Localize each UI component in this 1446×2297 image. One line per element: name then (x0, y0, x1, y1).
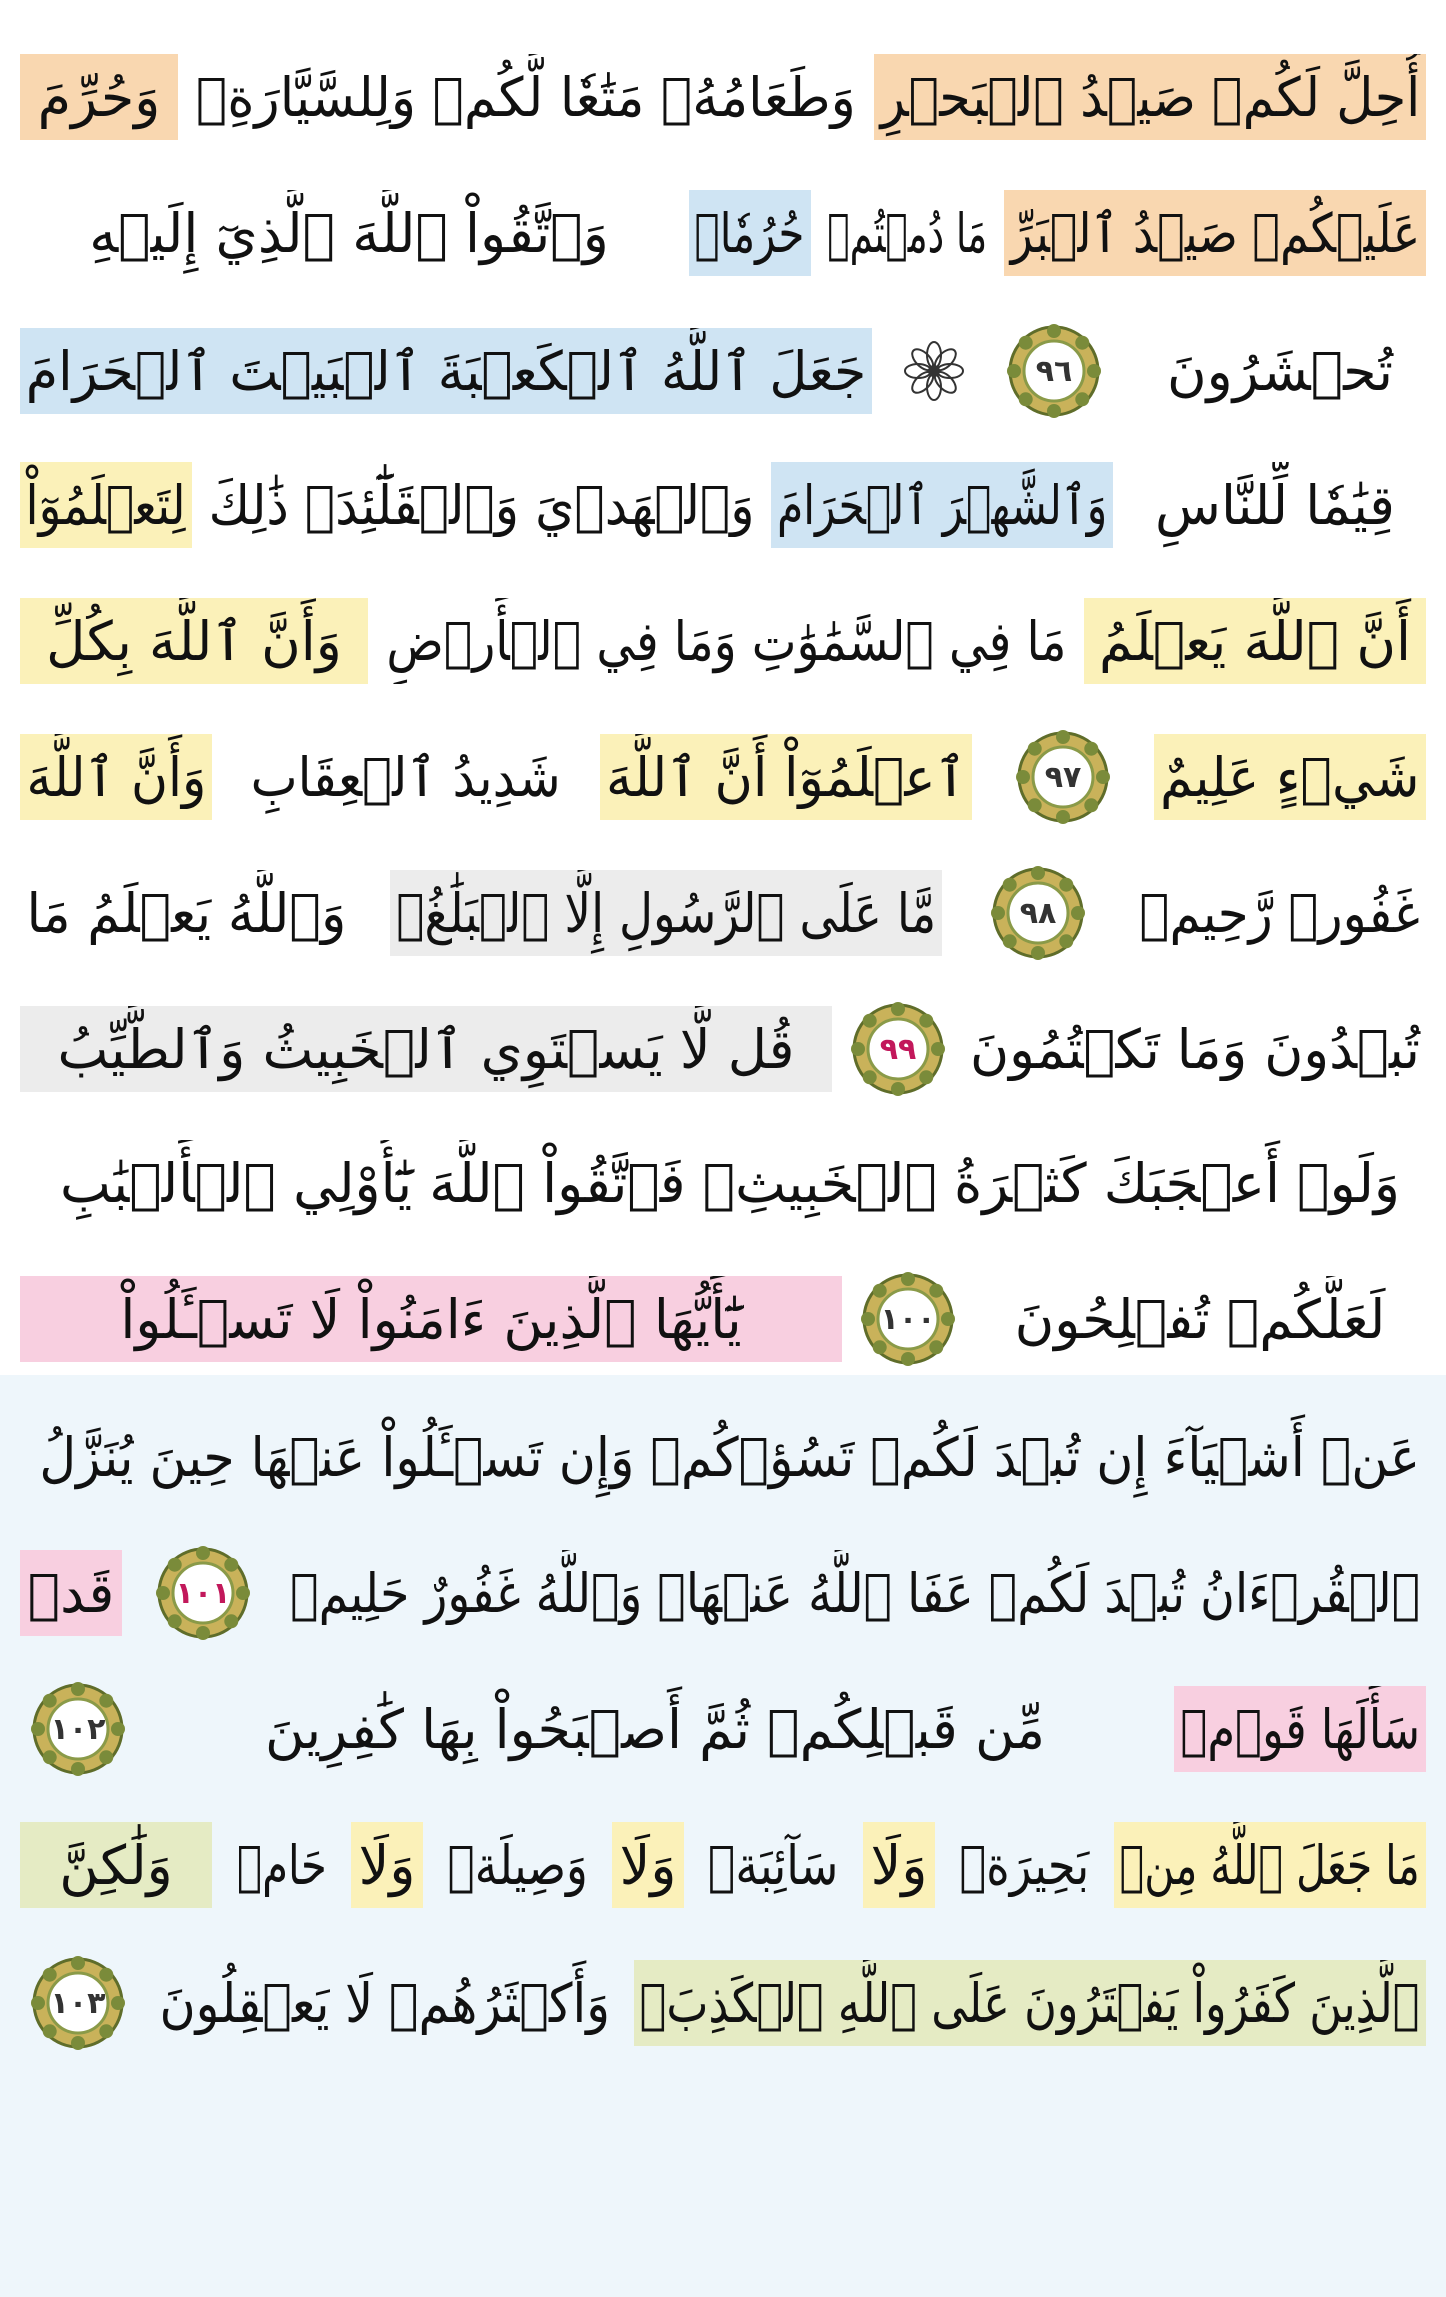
highlighted-verse-text (634, 1960, 1426, 2046)
verse-text-span: وَحُرِّمَ (37, 65, 161, 129)
ayah-number: ٩٨ (1019, 895, 1057, 931)
highlighted-verse-text (1154, 734, 1426, 820)
highlighted-verse-text (20, 598, 368, 684)
verse-text-span: وَطَعَامُهُۥ مَتَٰعٗا لَّكُمۡ وَلِلسَّيَّارَةِۖ (196, 65, 856, 129)
highlighted-verse-text (390, 870, 942, 956)
verse-text-span: مَا جَعَلَ ٱللَّهُ مِنۢ (1119, 1833, 1421, 1897)
ayah-number: ٩٦ (1035, 353, 1073, 389)
verse-text (821, 190, 993, 276)
verse-text (442, 1822, 594, 1908)
verse-text (34, 1414, 1426, 1500)
verse-text-span: يَٰٓأَيُّهَا ٱلَّذِينَ ءَامَنُواْ لَا تَسۡـَٔلُواْ (120, 1287, 742, 1351)
verse-text-span: عَنۡ أَشۡيَآءَ إِن تُبۡدَ لَكُمۡ تَسُؤۡكُمۡ وَإِن تَسۡـَٔلُواْ عَنۡهَا حِينَ يُنَزَّلُ (39, 1425, 1421, 1489)
verse-text (1134, 870, 1426, 956)
highlighted-verse-text (1004, 190, 1426, 276)
verse-text-span: أُحِلَّ لَكُمۡ صَيۡدُ ٱلۡبَحۡرِ (880, 65, 1420, 129)
rub-el-hizb-icon (904, 341, 964, 401)
highlighted-verse-text (1084, 598, 1426, 684)
verse-text-span: قَدۡ (27, 1561, 115, 1625)
verse-text-span: مَّا عَلَى ٱلرَّسُولِ إِلَّا ٱلۡبَلَٰغُۗ (396, 881, 936, 945)
verse-text-span: أَنَّ ٱللَّهَ يَعۡلَمُ (1099, 609, 1411, 673)
verse-text (203, 462, 761, 548)
verse-text-span: ٱلَّذِينَ كَفَرُواْ يَفۡتَرُونَ عَلَى ٱللَّهِ ٱلۡكَذِبَۖ (640, 1971, 1420, 2035)
ayah-number: ٩٧ (1044, 759, 1082, 795)
verse-text-span: ٱلۡقُرۡءَانُ تُبۡدَ لَكُمۡ عَفَا ٱللَّهُ عَنۡهَاۗ وَٱللَّهُ غَفُورٌ حَلِيمٞ (290, 1561, 1420, 1625)
highlighted-verse-text (874, 54, 1426, 140)
verse-text-span: وَلَا (870, 1833, 928, 1897)
verse-text-span: سَآئِبَةٖ (708, 1833, 839, 1897)
highlighted-verse-text (1174, 1686, 1426, 1772)
verse-text (20, 870, 352, 956)
verse-text-span: وَلَا (358, 1833, 416, 1897)
verse-text (159, 1686, 1151, 1772)
verse-text-span: سَأَلَهَا قَوۡمٞ (1180, 1697, 1420, 1761)
highlighted-verse-text (612, 1822, 684, 1908)
ayah-number-marker (1006, 323, 1102, 419)
highlighted-verse-text (20, 328, 872, 414)
highlighted-verse-text (20, 1550, 122, 1636)
text-line (20, 1800, 1426, 1930)
verse-text (974, 1276, 1426, 1362)
highlighted-verse-text (1114, 1822, 1426, 1908)
ayah-number: ١٠٠ (880, 1301, 936, 1337)
highlighted-verse-text (689, 190, 811, 276)
ayah-number: ٩٩ (879, 1031, 917, 1067)
verse-text-span: مَا دُمۡتُمۡ (827, 201, 988, 265)
verse-text-span: تُحۡشَرُونَ (1167, 339, 1393, 403)
verse-text (190, 54, 862, 140)
text-line (20, 306, 1426, 436)
verse-text-span: وَٱللَّهُ يَعۡلَمُ مَا (26, 881, 346, 945)
verse-text-span: مَا فِي ٱلسَّمَٰوَٰتِ وَمَا فِي ٱلۡأَرۡضِ (385, 609, 1067, 673)
ayah-number-marker (990, 865, 1086, 961)
text-line (20, 1938, 1426, 2068)
highlighted-verse-text (20, 1822, 212, 1908)
verse-text-span: جَعَلَ ٱللَّهُ ٱلۡكَعۡبَةَ ٱلۡبَيۡتَ ٱلۡحَرَامَ (25, 339, 867, 403)
highlighted-verse-text (20, 1006, 832, 1092)
text-line (20, 1254, 1426, 1384)
verse-text-span: شَدِيدُ ٱلۡعِقَابِ (250, 745, 562, 809)
verse-text-span: وَأَنَّ ٱللَّهَ بِكُلِّ (46, 609, 342, 673)
ayah-number: ١٠١ (175, 1575, 231, 1611)
verse-text-span: وَلَٰكِنَّ (59, 1833, 173, 1897)
verse-text (954, 1822, 1096, 1908)
verse-text-span: حُرُمٗاۗ (694, 201, 805, 265)
highlighted-verse-text (771, 462, 1113, 548)
text-line (20, 1392, 1426, 1522)
verse-text-span: قُل لَّا يَسۡتَوِي ٱلۡخَبِيثُ وَٱلطَّيِّبُ (57, 1017, 795, 1081)
highlighted-verse-text (600, 734, 972, 820)
verse-text-span: وَأَنَّ ٱللَّهَ (26, 745, 206, 809)
verse-text-span: ٱعۡلَمُوٓاْ أَنَّ ٱللَّهَ (605, 745, 967, 809)
highlighted-verse-text (20, 54, 178, 140)
text-line (20, 712, 1426, 842)
text-line (20, 1664, 1426, 1794)
ayah-number-marker (30, 1955, 126, 2051)
ayah-number-marker (30, 1681, 126, 1777)
verse-text-span: غَفُورٞ رَّحِيمٞ (1139, 881, 1421, 945)
highlighted-verse-text (20, 1276, 842, 1362)
verse-text-span: وَصِيلَةٖ (447, 1833, 588, 1897)
verse-text-span: وَٱلشَّهۡرَ ٱلۡحَرَامَ (777, 473, 1108, 537)
verse-text (380, 598, 1072, 684)
verse-text-span: وَأَكۡثَرُهُمۡ لَا يَعۡقِلُونَ (159, 1971, 611, 2035)
verse-text-span: بَحِيرَةٖ (959, 1833, 1090, 1897)
text-line (20, 1118, 1426, 1248)
verse-text (20, 190, 678, 276)
highlighted-verse-text (863, 1822, 935, 1908)
verse-text (1134, 328, 1426, 414)
ayah-number: ١٠٣ (50, 1985, 106, 2021)
verse-text-span: عَلَيۡكُمۡ صَيۡدُ ٱلۡبَرِّ (1010, 201, 1420, 265)
ayah-number-marker (850, 1001, 946, 1097)
verse-text-span: شَيۡءٍ عَلِيمٌ (1160, 745, 1420, 809)
text-line (20, 168, 1426, 298)
text-line (20, 984, 1426, 1114)
text-line (20, 1528, 1426, 1658)
ayah-number-marker (155, 1545, 251, 1641)
text-line (20, 576, 1426, 706)
verse-text (34, 1140, 1426, 1226)
verse-text-span: وَٱتَّقُواْ ٱللَّهَ ٱلَّذِيٓ إِلَيۡهِ (89, 201, 609, 265)
verse-text-span: لِتَعۡلَمُوٓاْ (25, 473, 187, 537)
verse-text-span: تُبۡدُونَ وَمَا تَكۡتُمُونَ (969, 1017, 1420, 1081)
ayah-number-marker (1015, 729, 1111, 825)
verse-text-span: لَعَلَّكُمۡ تُفۡلِحُونَ (1014, 1287, 1386, 1351)
verse-text (703, 1822, 845, 1908)
verse-text (231, 1822, 333, 1908)
text-line (20, 848, 1426, 978)
verse-text (245, 734, 567, 820)
verse-text-span: قِيَٰمٗا لِّلنَّاسِ (1155, 473, 1395, 537)
verse-text-span: مِّن قَبۡلِكُمۡ ثُمَّ أَصۡبَحُواْ بِهَا كَٰفِرِينَ (264, 1697, 1046, 1761)
ayah-number-marker (860, 1271, 956, 1367)
text-line (20, 440, 1426, 570)
highlighted-verse-text (351, 1822, 423, 1908)
verse-text (154, 1960, 616, 2046)
highlighted-verse-text (20, 462, 192, 548)
verse-text (1124, 462, 1426, 548)
text-line (20, 32, 1426, 162)
verse-text-span: وَٱلۡهَدۡيَ وَٱلۡقَلَٰٓئِدَۚ ذَٰلِكَ (208, 473, 755, 537)
verse-text (964, 1006, 1426, 1092)
verse-text-span: حَامٖ (236, 1833, 327, 1897)
verse-text (284, 1550, 1426, 1636)
verse-text-span: وَلَا (619, 1833, 677, 1897)
ayah-number: ١٠٢ (50, 1711, 106, 1747)
verse-text-span: وَلَوۡ أَعۡجَبَكَ كَثۡرَةُ ٱلۡخَبِيثِۚ فَٱتَّقُواْ ٱللَّهَ يَٰٓأُوْلِي ٱلۡأَلۡبَٰبِ (60, 1151, 1400, 1215)
highlighted-verse-text (20, 734, 212, 820)
